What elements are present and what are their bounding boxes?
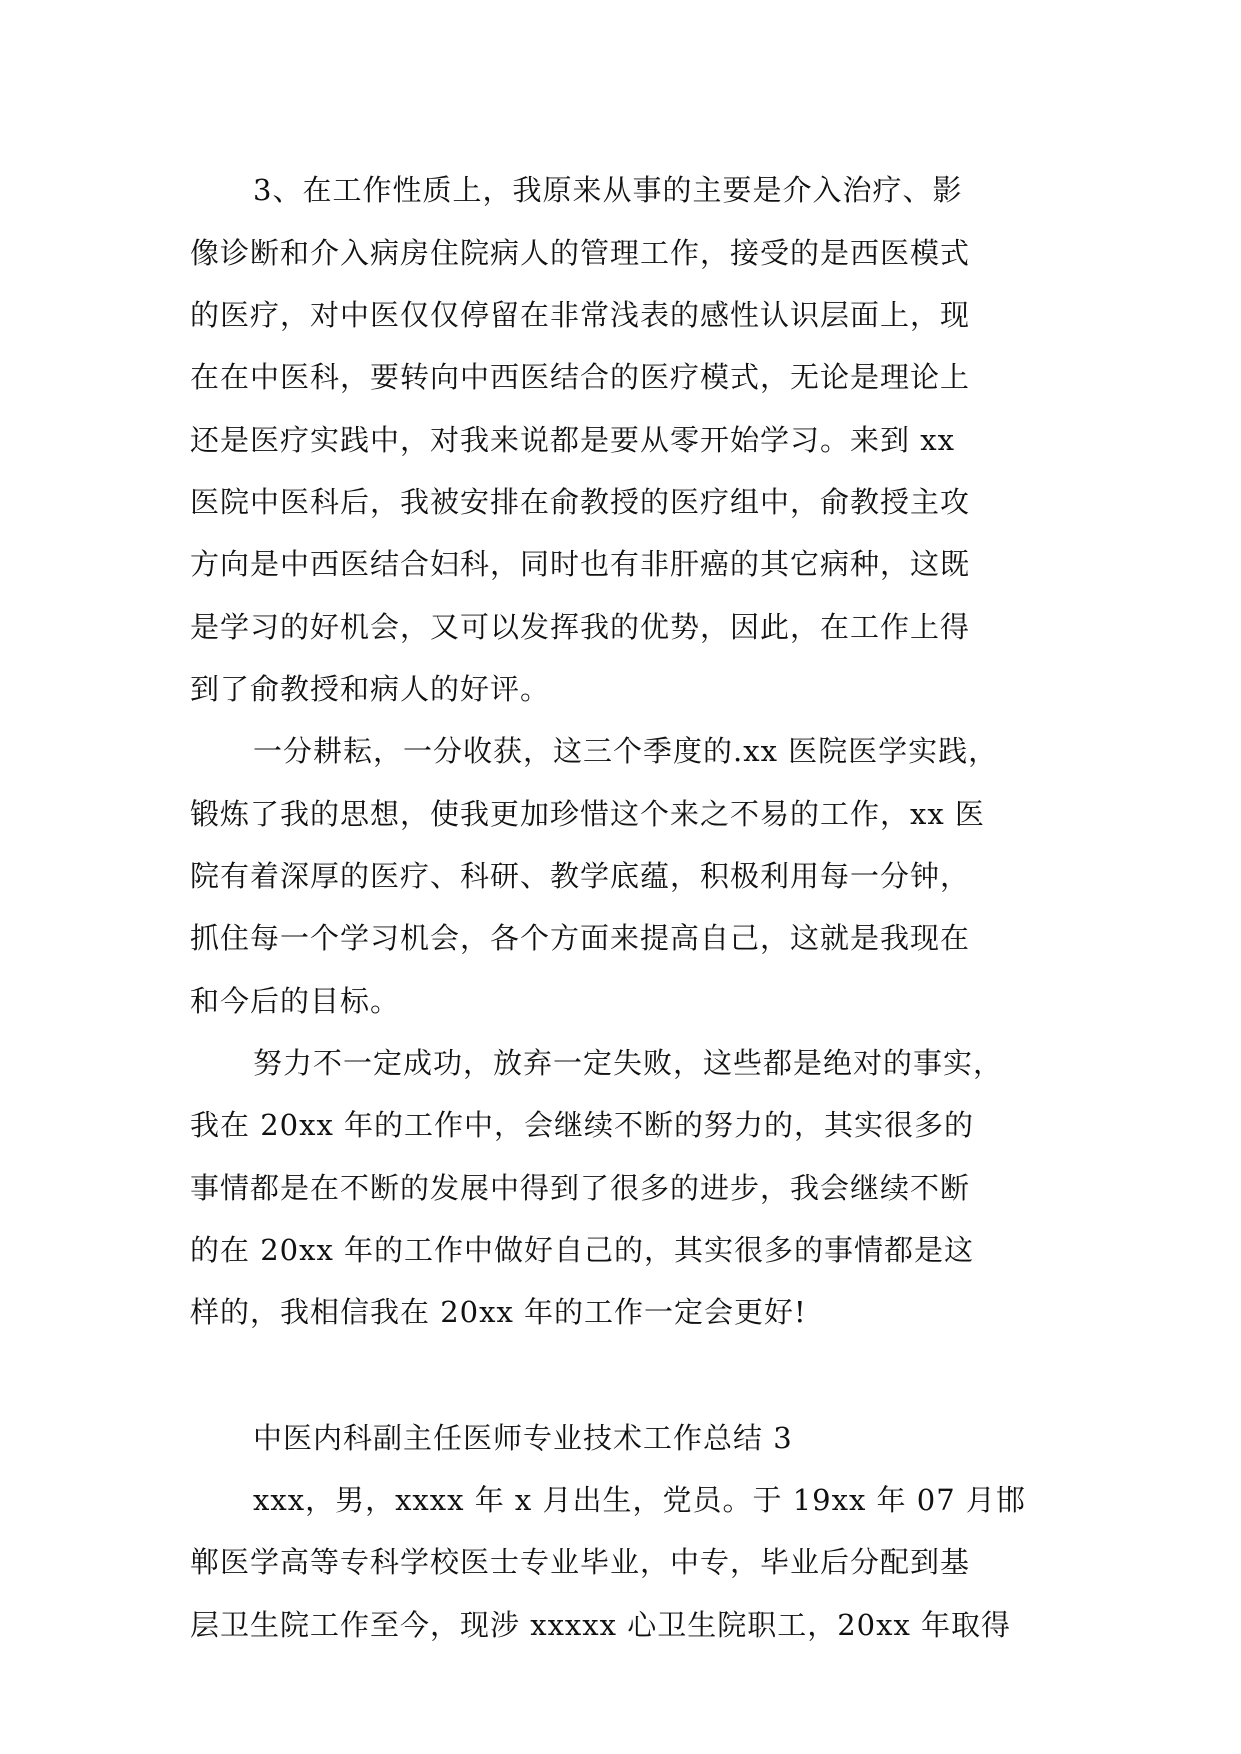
paragraph-4-line-3: 层卫生院工作至今，现涉 xxxxx 心卫生院职工，20xx 年取得 (190, 1608, 1012, 1642)
paragraph-1-line-2: 像诊断和介入病房住院病人的管理工作，接受的是西医模式 (190, 236, 971, 270)
paragraph-2-line-2: 锻炼了我的思想，使我更加珍惜这个来之不易的工作，xx 医 (190, 797, 985, 831)
paragraph-2-line-1: 一分耕耘，一分收获，这三个季度的.xx 医院医学实践， (253, 734, 999, 768)
paragraph-2-line-5: 和今后的目标。 (190, 984, 401, 1018)
paragraph-3-line-4: 的在 20xx 年的工作中做好自己的，其实很多的事情都是这 (190, 1233, 975, 1267)
paragraph-1-line-5: 还是医疗实践中，对我来说都是要从零开始学习。来到 xx (190, 423, 955, 457)
paragraph-1-line-4: 在在中医科，要转向中西医结合的医疗模式，无论是理论上 (190, 360, 971, 394)
paragraph-3-line-1: 努力不一定成功，放弃一定失败，这些都是绝对的事实， (253, 1046, 1004, 1080)
paragraph-4-line-2: 郸医学高等专科学校医士专业毕业，中专，毕业后分配到基 (190, 1545, 971, 1579)
paragraph-1-line-7: 方向是中西医结合妇科，同时也有非肝癌的其它病种，这既 (190, 547, 971, 581)
paragraph-3-line-3: 事情都是在不断的发展中得到了很多的进步，我会继续不断 (190, 1171, 971, 1205)
paragraph-2-line-4: 抓住每一个学习机会，各个方面来提高自己，这就是我现在 (190, 921, 971, 955)
paragraph-3-line-2: 我在 20xx 年的工作中，会继续不断的努力的，其实很多的 (190, 1108, 975, 1142)
paragraph-1-line-9: 到了俞教授和病人的好评。 (190, 672, 551, 706)
paragraph-2-line-3: 院有着深厚的医疗、科研、教学底蕴，积极利用每一分钟， (190, 859, 971, 893)
paragraph-1-line-8: 是学习的好机会，又可以发挥我的优势，因此，在工作上得 (190, 610, 971, 644)
paragraph-3-line-5: 样的，我相信我在 20xx 年的工作一定会更好! (190, 1295, 807, 1329)
paragraph-1-line-1: 3、在工作性质上，我原来从事的主要是介入治疗、影 (253, 173, 963, 207)
paragraph-4-line-1: xxx，男，xxxx 年 x 月出生，党员。于 19xx 年 07 月邯 (253, 1483, 1026, 1517)
paragraph-1-line-6: 医院中医科后，我被安排在俞教授的医疗组中，俞教授主攻 (190, 485, 971, 519)
paragraph-1-line-3: 的医疗，对中医仅仅停留在非常浅表的感性认识层面上，现 (190, 298, 971, 332)
section-title: 中医内科副主任医师专业技术工作总结 3 (253, 1421, 793, 1455)
